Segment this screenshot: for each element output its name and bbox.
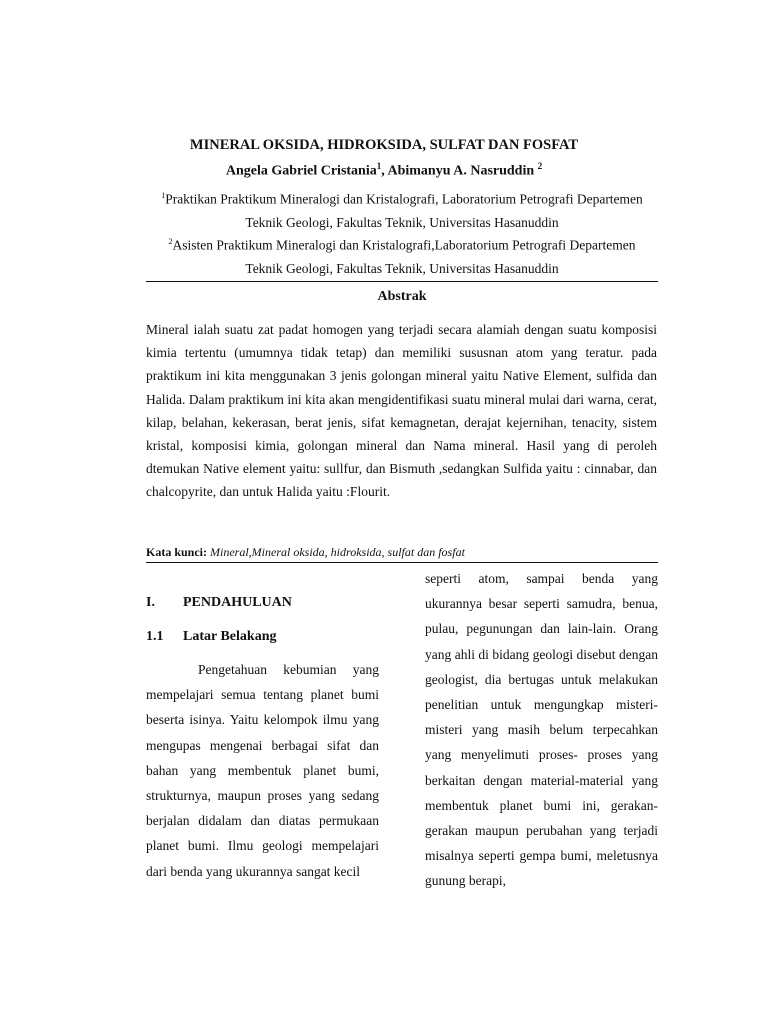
author-1: Angela Gabriel Cristania [225,163,377,179]
top-divider [146,281,658,282]
affiliation-1-line1: Praktikan Praktikum Mineralogi dan Kristalografi, Laboratorium Petrografi Departemen [165,191,643,207]
author-2-sup: 2 [537,161,543,171]
affiliation-2-sup: 2 [168,237,173,246]
subsection-number: 1.1 [146,629,164,644]
abstract-heading: Abstrak [377,289,427,304]
subsection-heading [146,629,276,645]
affiliation-2-line1: Asisten Praktikum Mineralogi dan Kristalografi,Laboratorium Petrografi Departemen [172,237,636,253]
affiliation-2 [145,230,659,280]
author-1-sup: 1 [376,161,382,171]
paper-title: MINERAL OKSIDA, HIDROKSIDA, SULFAT DAN FOSFAT [189,137,579,153]
subsection-title: Latar Belakang [183,629,277,644]
body-column-right: seperti atom, sampai benda yang ukurannya besar seperti samudra, benua, pulau, pegunungan dan lain-lain. Orang yang ahli di bidang geologi disebut dengan geologist, dia bertugas untuk melakukan penelitian untuk mengungkap misteri-misteri yang masih belum terpecahkan yang menyelimuti proses- proses yang berkaitan dengan material-material yang membentuk planet bumi ini, gerakan-gerakan maupun perubahan yang terjadi misalnya seperti gempa bumi, meletusnya gunung berapi, [425,571,658,889]
affiliation-1-sup: 1 [161,191,166,200]
author-2: Abimanyu A. Nasruddin [387,163,538,179]
section-title: PENDAHULUAN [183,595,292,610]
keywords-text: Mineral,Mineral oksida, hidroksida, sulfat dan fosfat [207,545,465,559]
abstract-body: Mineral ialah suatu zat padat homogen yang terjadi secara alamiah dengan suatu komposisi kimia tertentu (umumnya tidak tetap) dan memiliki sususnan atom yang teratur. pada praktikum ini kita menggunakan 3 jenis golongan mineral yaitu Native Element, sulfida dan Halida. Dalam praktikum ini kita akan mengidentifikasi suatu mineral mulai dari warna, cerat, kilap, belahan, kekerasan, berat jenis, sifat kemagnetan, derajat kejernihan, tenacity, sistem kristal, komposisi kimia, golongan mineral dan Nama mineral. Hasil yang di peroleh dtemukan Native element yaitu: sullfur, dan Bismuth ,sedangkan Sulfida yaitu : cinnabar, dan chalcopyrite, dan untuk Halida yaitu :Flourit. [146,322,657,500]
keywords-divider [146,562,658,563]
section-number: I. [146,595,155,610]
section-heading [146,595,292,611]
affiliation-1 [145,184,659,234]
keywords-label: Kata kunci: [146,545,208,559]
author-line [0,161,768,180]
affiliation-2-line2: Teknik Geologi, Fakultas Teknik, Universitas Hasanuddin [245,260,559,276]
keywords [146,545,465,560]
author-separator: , [381,163,388,179]
body-column-left: Pengetahuan kebumian yang mempelajari semua tentang planet bumi beserta isinya. Yaitu kelompok ilmu yang mengupas mengenai berbagai sifat dan bahan yang membentuk planet bumi, strukturnya, maupun proses yang sedang berjalan didalam dan diatas permukaan planet bumi. Ilmu geologi mempelajari dari benda yang ukurannya sangat kecil [146,662,379,879]
affiliation-1-line2: Teknik Geologi, Fakultas Teknik, Universitas Hasanuddin [245,214,559,230]
